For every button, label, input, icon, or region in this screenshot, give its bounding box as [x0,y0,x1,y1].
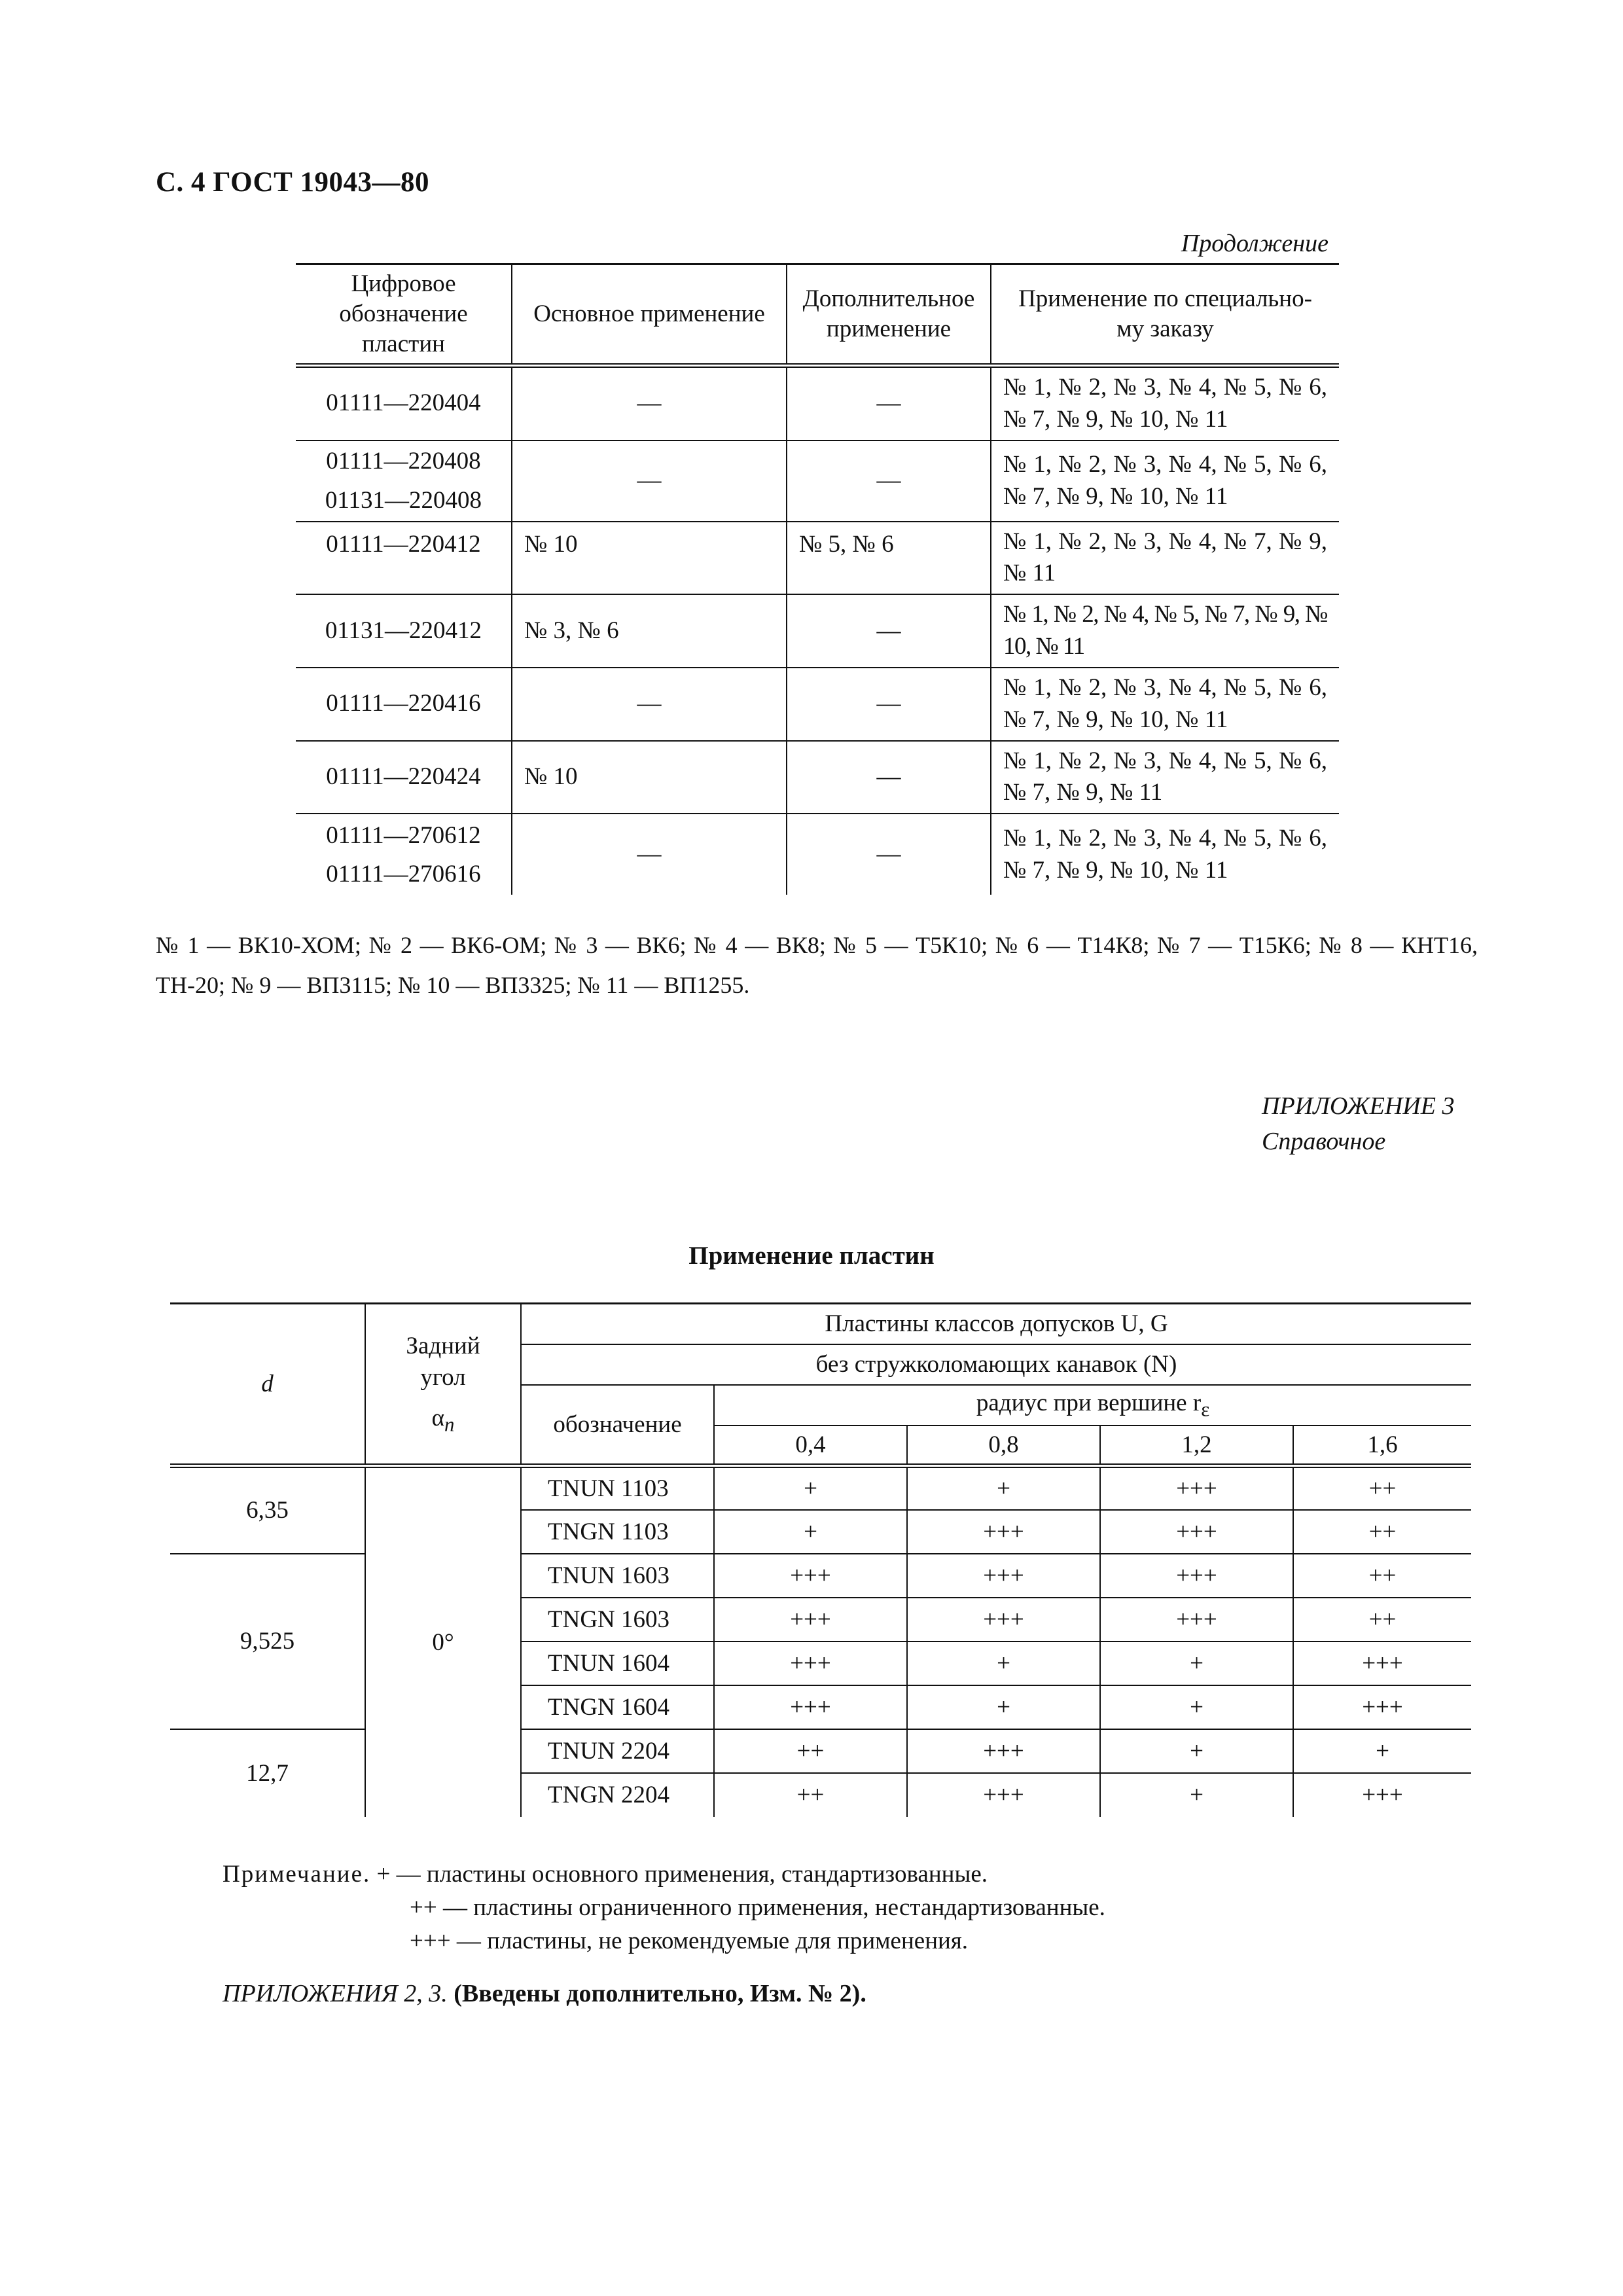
page-header: С. 4 ГОСТ 19043—80 [156,167,430,198]
note-line-3: +++ — пластины, не рекомендуемые для применения. [410,1928,969,1955]
usage-mark: +++ [1100,1466,1293,1510]
table-note [223,1857,1105,1958]
special-application: № 1, № 2, № 3, № 4, № 5, № 6, № 7, № 9, № 11 [991,741,1339,814]
d-value: 9,525 [170,1554,365,1729]
extra-application: — [787,366,991,440]
usage-mark: +++ [907,1598,1100,1641]
plate-code: 01111—220416 [296,668,512,741]
usage-mark: +++ [714,1598,907,1641]
appendix-title: Применение пластин [688,1242,935,1270]
usage-mark: +++ [907,1510,1100,1554]
insert-code: TNGN 2204 [521,1773,714,1817]
usage-mark: +++ [1293,1641,1471,1685]
usage-mark: +++ [1293,1685,1471,1729]
usage-mark: +++ [714,1554,907,1598]
col-header-code: Цифровое обозначение пластин [296,264,512,366]
insert-usage-table [170,1302,1471,1817]
angle-label-2: угол [420,1363,466,1391]
usage-mark: + [1100,1773,1293,1817]
usage-mark: +++ [907,1773,1100,1817]
col-header-radius: радиус при вершине $r_\varepsilon$ [714,1385,1471,1426]
group-header-no-grooves: без стружколомающих канавок (N) [521,1344,1471,1385]
note-line-1: + — пластины основного применения, стандартизованные. [376,1861,988,1888]
angle-symbol: $\alpha_n$ [431,1404,455,1436]
table-row [296,522,1339,595]
usage-mark: + [907,1466,1100,1510]
usage-mark: ++ [1293,1466,1471,1510]
plate-code: 01111—270612 [326,821,481,849]
usage-mark: + [1293,1729,1471,1773]
main-application: № 10 [512,522,787,595]
plate-code: 01111—220424 [296,741,512,814]
extra-application: — [787,594,991,668]
plate-code: 01131—220408 [325,486,482,514]
usage-mark: +++ [907,1729,1100,1773]
usage-mark: ++ [714,1773,907,1817]
usage-mark: + [1100,1641,1293,1685]
insert-code: TNGN 1103 [521,1510,714,1554]
usage-mark: +++ [714,1641,907,1685]
usage-mark: + [907,1685,1100,1729]
main-application: — [512,366,787,440]
special-application: № 1, № 2, № 3, № 4, № 5, № 6, № 7, № 9, № 10, № 11 [991,366,1339,440]
plate-code: 01131—220412 [296,594,512,668]
usage-mark: +++ [1100,1554,1293,1598]
usage-mark: ++ [1293,1510,1471,1554]
reference-amendment: (Введены дополнительно, Изм. № 2). [454,1980,866,2007]
usage-mark: +++ [714,1685,907,1729]
usage-mark: +++ [1293,1773,1471,1817]
table-row [296,668,1339,741]
angle-label-1: Задний [406,1332,480,1359]
radius-value: 1,2 [1100,1426,1293,1466]
plate-code: 01111—220408 [326,448,481,475]
main-application: — [512,440,787,522]
col-header-special: Применение по специально-му заказу [991,264,1339,366]
amendment-reference [223,1979,866,2008]
special-application: № 1, № 2, № 3, № 4, № 5, № 6, № 7, № 9, № 10, № 11 [991,668,1339,741]
insert-code: TNUN 1103 [521,1466,714,1510]
special-application: № 1, № 2, № 4, № 5, № 7, № 9, № 10, № 11 [991,594,1339,668]
col-header-designation: обозначение [521,1385,714,1466]
extra-application: — [787,668,991,741]
table-row [296,814,1339,895]
col-header-extra: Дополнительное применение [787,264,991,366]
extra-application: — [787,814,991,895]
reference-appendices: ПРИЛОЖЕНИЯ 2, 3. [223,1980,448,2007]
usage-mark: + [714,1466,907,1510]
usage-mark: + [907,1641,1100,1685]
plate-code: 01111—220404 [326,389,481,417]
appendix-type: Справочное [1262,1127,1386,1155]
table-row [296,440,1339,522]
special-application: № 1, № 2, № 3, № 4, № 7, № 9, № 11 [991,522,1339,595]
insert-code: TNGN 1604 [521,1685,714,1729]
extra-application: — [787,440,991,522]
usage-mark: +++ [1100,1598,1293,1641]
main-application: № 3, № 6 [512,594,787,668]
main-application: — [512,814,787,895]
d-value: 12,7 [170,1729,365,1817]
table-row [296,366,1339,440]
special-application: № 1, № 2, № 3, № 4, № 5, № 6, № 7, № 9, № 10, № 11 [991,440,1339,522]
continuation-label: Продолжение [1181,230,1329,257]
insert-code: TNUN 1603 [521,1554,714,1598]
table-row [296,594,1339,668]
radius-value: 0,8 [907,1426,1100,1466]
radius-value: 0,4 [714,1426,907,1466]
table-row [170,1466,1471,1510]
d-value: 6,35 [170,1466,365,1554]
usage-mark: ++ [714,1729,907,1773]
table-header-row [170,1304,1471,1344]
extra-application: — [787,741,991,814]
usage-mark: + [1100,1729,1293,1773]
plate-code: 01111—220412 [296,522,512,595]
appendix-heading [1262,1089,1454,1160]
table-row [296,741,1339,814]
usage-mark: ++ [1293,1554,1471,1598]
material-legend: № 1 — ВК10-ХОМ; № 2 — ВК6-ОМ; № 3 — ВК6; № 4 — ВК8; № 5 — Т5К10; № 6 — Т14К8; № 7 — Т15К6; № 8 — КНТ16, ТН-20; № 9 — ВП3115; № 10 — ВП3325; № 11 — ВП1255. [156,932,1478,999]
insert-code: TNGN 1603 [521,1598,714,1641]
group-header-classes: Пластины классов допусков U, G [521,1304,1471,1344]
usage-mark: + [714,1510,907,1554]
angle-value: 0° [365,1466,521,1817]
extra-application: № 5, № 6 [787,522,991,595]
usage-mark: +++ [1100,1510,1293,1554]
col-header-main: Основное применение [512,264,787,366]
appendix-label: ПРИЛОЖЕНИЕ 3 [1262,1092,1455,1120]
radius-value: 1,6 [1293,1426,1471,1466]
special-application: № 1, № 2, № 3, № 4, № 5, № 6, № 7, № 9, № 10, № 11 [991,814,1339,895]
table-header-row [296,264,1339,366]
insert-code: TNUN 1604 [521,1641,714,1685]
usage-mark: + [1100,1685,1293,1729]
note-line-2: ++ — пластины ограниченного применения, нестандартизованные. [410,1894,1105,1922]
insert-code: TNUN 2204 [521,1729,714,1773]
col-header-angle [365,1304,521,1466]
col-header-d: d [170,1304,365,1466]
main-application: № 10 [512,741,787,814]
note-label: Примечание. [223,1861,371,1888]
plate-application-table [296,263,1339,895]
plate-code: 01111—270616 [326,860,481,888]
usage-mark: +++ [907,1554,1100,1598]
main-application: — [512,668,787,741]
usage-mark: ++ [1293,1598,1471,1641]
